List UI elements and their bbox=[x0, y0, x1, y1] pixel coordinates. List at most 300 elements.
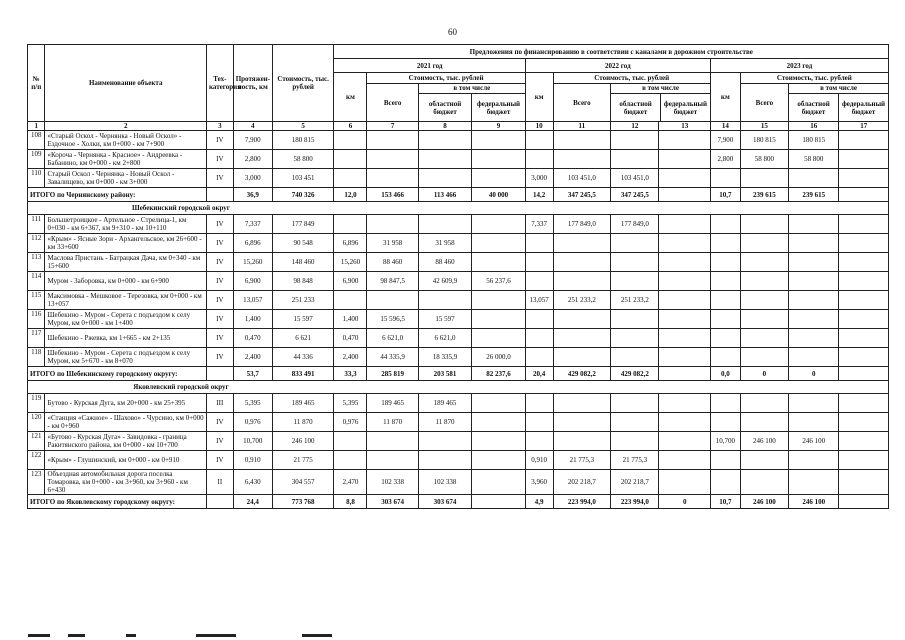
header-category: Тех-категория bbox=[206, 45, 233, 122]
table-row bbox=[28, 470, 889, 495]
total-cell: 223 994,0 bbox=[611, 495, 659, 509]
total-cell: 223 994,0 bbox=[553, 495, 611, 509]
total-cell: 429 082,2 bbox=[553, 367, 611, 381]
row-number: 121 bbox=[28, 432, 45, 451]
table-cell: 0,976 bbox=[233, 413, 272, 432]
object-name: Муром - Заборовка, км 0+000 - км 6+900 bbox=[45, 272, 206, 291]
column-index: 17 bbox=[839, 122, 889, 131]
table-cell: 2,400 bbox=[233, 348, 272, 367]
table-cell bbox=[553, 234, 611, 253]
footer-dashes bbox=[0, 634, 905, 640]
total-row bbox=[28, 495, 889, 509]
table-cell bbox=[710, 253, 740, 272]
table-cell bbox=[525, 150, 553, 169]
header-regional: областной бюджет bbox=[789, 94, 839, 121]
total-cell bbox=[839, 495, 889, 509]
table-cell bbox=[789, 215, 839, 234]
page-number: 60 bbox=[448, 27, 457, 37]
table-cell bbox=[472, 470, 525, 495]
table-cell bbox=[472, 432, 525, 451]
table-cell bbox=[525, 348, 553, 367]
table-row bbox=[28, 310, 889, 329]
table-cell bbox=[659, 310, 710, 329]
total-cell: 246 100 bbox=[740, 495, 788, 509]
header-federal: федеральный бюджет bbox=[841, 99, 886, 116]
table-cell: 98 848 bbox=[272, 272, 334, 291]
table-cell bbox=[472, 413, 525, 432]
table-cell bbox=[367, 131, 418, 150]
total-cell: 10,7 bbox=[710, 495, 740, 509]
total-cell: 285 819 bbox=[367, 367, 418, 381]
column-index: 3 bbox=[206, 122, 233, 131]
table-cell bbox=[839, 310, 889, 329]
total-cell bbox=[206, 188, 233, 202]
row-number: 119 bbox=[28, 394, 45, 413]
column-index: 8 bbox=[418, 122, 471, 131]
table-cell bbox=[525, 272, 553, 291]
row-number: 110 bbox=[28, 169, 45, 188]
table-cell bbox=[611, 348, 659, 367]
header-year-2021: 2021 год bbox=[334, 59, 525, 73]
table-cell bbox=[789, 169, 839, 188]
column-index: 1 bbox=[28, 122, 45, 131]
header-regional: областной бюджет bbox=[419, 94, 472, 121]
column-index: 4 bbox=[233, 122, 272, 131]
table-cell bbox=[611, 432, 659, 451]
table-cell: IV bbox=[206, 215, 233, 234]
table-cell bbox=[472, 291, 525, 310]
table-cell bbox=[611, 413, 659, 432]
table-cell bbox=[472, 394, 525, 413]
table-cell: 180 815 bbox=[272, 131, 334, 150]
total-cell: 40 000 bbox=[472, 188, 525, 202]
table-cell bbox=[789, 348, 839, 367]
header-year-2023: 2023 год bbox=[710, 59, 888, 73]
table-cell bbox=[472, 169, 525, 188]
object-name: Большетроицкое - Артельное - Стрелица-1, км 0+030 - км 6+367, км 9+310 - км 10+110 bbox=[45, 215, 206, 234]
header-cost: Стоимость, тыс. рублей bbox=[272, 45, 334, 122]
table-cell: 103 451,0 bbox=[553, 169, 611, 188]
table-cell: 6,896 bbox=[334, 234, 367, 253]
table-cell: 177 849,0 bbox=[611, 215, 659, 234]
table-cell bbox=[418, 131, 471, 150]
table-cell: 251 233,2 bbox=[611, 291, 659, 310]
object-name: Шебекино - Муром - Серета с подъездом к селу Муром, км 5+670 - км 8+070 bbox=[45, 348, 206, 367]
table-row bbox=[28, 291, 889, 310]
column-index: 14 bbox=[710, 122, 740, 131]
row-number: 114 bbox=[28, 272, 45, 291]
table-cell: 21 775 bbox=[272, 451, 334, 470]
table-cell bbox=[525, 253, 553, 272]
total-cell: 0 bbox=[659, 495, 710, 509]
table-cell: 102 338 bbox=[367, 470, 418, 495]
table-cell bbox=[789, 253, 839, 272]
table-cell: 189 465 bbox=[418, 394, 471, 413]
column-index: 5 bbox=[272, 122, 334, 131]
table-cell: 15,260 bbox=[334, 253, 367, 272]
table-cell bbox=[659, 272, 710, 291]
table-cell: 6 621,0 bbox=[418, 329, 471, 348]
table-cell: 0,910 bbox=[233, 451, 272, 470]
total-cell: 239 615 bbox=[789, 188, 839, 202]
table-cell bbox=[334, 215, 367, 234]
table-cell bbox=[740, 413, 788, 432]
table-cell: 103 451,0 bbox=[611, 169, 659, 188]
table-cell bbox=[553, 432, 611, 451]
total-cell: 0,0 bbox=[710, 367, 740, 381]
table-cell bbox=[839, 215, 889, 234]
table-cell bbox=[789, 413, 839, 432]
header-cost-2022: Стоимость, тыс. рублей bbox=[553, 73, 710, 84]
table-cell: 177 849 bbox=[272, 215, 334, 234]
table-row bbox=[28, 215, 889, 234]
header-num: № п/п bbox=[28, 45, 45, 122]
table-cell bbox=[553, 272, 611, 291]
table-cell bbox=[367, 150, 418, 169]
table-cell bbox=[525, 413, 553, 432]
table-cell: IV bbox=[206, 451, 233, 470]
table-cell: 246 100 bbox=[789, 432, 839, 451]
table-cell bbox=[740, 348, 788, 367]
table-cell bbox=[659, 394, 710, 413]
table-cell bbox=[472, 310, 525, 329]
header-regional: областной бюджет bbox=[611, 94, 661, 121]
table-cell: 6 621 bbox=[272, 329, 334, 348]
table-cell: 5,395 bbox=[334, 394, 367, 413]
table-cell bbox=[367, 432, 418, 451]
table-cell bbox=[789, 329, 839, 348]
table-cell bbox=[553, 394, 611, 413]
table-cell bbox=[710, 310, 740, 329]
table-cell bbox=[525, 234, 553, 253]
object-name: Бутово - Курская Дуга, км 20+000 - км 25+395 bbox=[45, 394, 206, 413]
table-cell bbox=[472, 329, 525, 348]
total-cell bbox=[659, 367, 710, 381]
table-cell bbox=[839, 131, 889, 150]
table-cell: 103 451 bbox=[272, 169, 334, 188]
table-cell bbox=[472, 215, 525, 234]
table-cell bbox=[710, 413, 740, 432]
header-total-2: Всего bbox=[740, 84, 788, 122]
object-name: Старый Оскол - Чернянка - Новый Оскол - Завалищево, км 0+000 - км 3+000 bbox=[45, 169, 206, 188]
table-cell: 31 958 bbox=[367, 234, 418, 253]
table-cell bbox=[789, 272, 839, 291]
total-cell bbox=[206, 367, 233, 381]
object-name: Шебекино - Ржевка, км 1+665 - км 2+135 bbox=[45, 329, 206, 348]
table-cell bbox=[418, 150, 471, 169]
table-cell bbox=[553, 413, 611, 432]
header-length: Протяжен-ность, км bbox=[233, 45, 272, 122]
table-cell bbox=[659, 291, 710, 310]
total-cell: 773 768 bbox=[272, 495, 334, 509]
table-cell: 11 870 bbox=[367, 413, 418, 432]
row-number: 108 bbox=[28, 131, 45, 150]
table-cell bbox=[710, 348, 740, 367]
object-name: «Станция «Сажное» - Шахово» - Чурсино, км 0+000 - км 0+960 bbox=[45, 413, 206, 432]
table-cell: IV bbox=[206, 253, 233, 272]
header-total-0: Всего bbox=[367, 84, 418, 122]
table-cell: IV bbox=[206, 432, 233, 451]
table-cell bbox=[611, 329, 659, 348]
table-cell bbox=[839, 234, 889, 253]
total-row bbox=[28, 367, 889, 381]
table-cell bbox=[334, 291, 367, 310]
section-blank bbox=[334, 202, 889, 215]
table-cell: IV bbox=[206, 291, 233, 310]
row-number: 111 bbox=[28, 215, 45, 234]
table-cell: 56 237,6 bbox=[472, 272, 525, 291]
table-cell: 6,896 bbox=[233, 234, 272, 253]
table-cell bbox=[659, 329, 710, 348]
table-row bbox=[28, 348, 889, 367]
section-row bbox=[28, 202, 889, 215]
table-cell: 88 460 bbox=[418, 253, 471, 272]
total-cell: 303 674 bbox=[367, 495, 418, 509]
table-cell bbox=[839, 272, 889, 291]
row-number: 116 bbox=[28, 310, 45, 329]
table-cell bbox=[367, 451, 418, 470]
table-cell bbox=[418, 291, 471, 310]
total-cell: 203 581 bbox=[418, 367, 471, 381]
table-cell: 2,400 bbox=[334, 348, 367, 367]
total-cell: 347 245,5 bbox=[611, 188, 659, 202]
table-cell bbox=[659, 169, 710, 188]
table-cell: 7,337 bbox=[233, 215, 272, 234]
header-total-1: Всего bbox=[553, 84, 611, 122]
table-cell bbox=[659, 131, 710, 150]
row-number: 120 bbox=[28, 413, 45, 432]
table-cell: 11 870 bbox=[418, 413, 471, 432]
table-cell: IV bbox=[206, 131, 233, 150]
column-index: 9 bbox=[472, 122, 525, 131]
table-cell: 58 800 bbox=[789, 150, 839, 169]
table-cell bbox=[553, 150, 611, 169]
row-number: 109 bbox=[28, 150, 45, 169]
table-cell: 180 815 bbox=[740, 131, 788, 150]
funding-table bbox=[27, 44, 889, 509]
total-cell: 24,4 bbox=[233, 495, 272, 509]
table-cell bbox=[740, 451, 788, 470]
table-cell bbox=[553, 253, 611, 272]
table-cell bbox=[740, 310, 788, 329]
table-cell bbox=[659, 348, 710, 367]
table-cell: 7,900 bbox=[233, 131, 272, 150]
table-cell: II bbox=[206, 470, 233, 495]
header-year-2022: 2022 год bbox=[525, 59, 710, 73]
column-index: 7 bbox=[367, 122, 418, 131]
table-cell: 3,000 bbox=[233, 169, 272, 188]
total-cell: 12,0 bbox=[334, 188, 367, 202]
table-cell bbox=[472, 253, 525, 272]
table-cell bbox=[740, 169, 788, 188]
table-cell bbox=[472, 131, 525, 150]
object-name: «Старый Оскол - Чернянка - Новый Оскол» - Ездочное - Холки, км 0+000 - км 7+900 bbox=[45, 131, 206, 150]
object-name: «Крым» - Глушинский, км 0+000 - км 0+910 bbox=[45, 451, 206, 470]
table-cell: 304 557 bbox=[272, 470, 334, 495]
table-cell bbox=[789, 451, 839, 470]
table-cell bbox=[710, 291, 740, 310]
object-name: Шебекино - Муром - Серета с подъездом к селу Муром, км 0+000 - км 1+400 bbox=[45, 310, 206, 329]
total-cell: 4,9 bbox=[525, 495, 553, 509]
table-cell: 1,400 bbox=[233, 310, 272, 329]
total-cell bbox=[839, 188, 889, 202]
table-cell bbox=[553, 131, 611, 150]
table-cell: 7,337 bbox=[525, 215, 553, 234]
table-cell: IV bbox=[206, 272, 233, 291]
column-index: 10 bbox=[525, 122, 553, 131]
table-cell bbox=[553, 310, 611, 329]
total-label: ИТОГО по Яковлевскому городскому округу: bbox=[28, 495, 207, 509]
table-cell: 13,057 bbox=[233, 291, 272, 310]
table-cell bbox=[740, 272, 788, 291]
table-row bbox=[28, 234, 889, 253]
table-cell bbox=[334, 131, 367, 150]
table-row bbox=[28, 272, 889, 291]
table-cell bbox=[611, 272, 659, 291]
section-row bbox=[28, 381, 889, 394]
total-cell: 10,7 bbox=[710, 188, 740, 202]
table-cell: 11 870 bbox=[272, 413, 334, 432]
row-number: 118 bbox=[28, 348, 45, 367]
table-cell: 2,470 bbox=[334, 470, 367, 495]
table-cell: 7,900 bbox=[710, 131, 740, 150]
table-cell: 0,976 bbox=[334, 413, 367, 432]
total-cell: 740 326 bbox=[272, 188, 334, 202]
table-cell bbox=[710, 169, 740, 188]
total-cell: 33,3 bbox=[334, 367, 367, 381]
row-number: 115 bbox=[28, 291, 45, 310]
table-cell bbox=[710, 272, 740, 291]
table-cell bbox=[789, 470, 839, 495]
table-cell: 13,057 bbox=[525, 291, 553, 310]
table-cell bbox=[789, 310, 839, 329]
table-cell: 58 800 bbox=[740, 150, 788, 169]
table-cell: IV bbox=[206, 234, 233, 253]
table-cell bbox=[740, 291, 788, 310]
table-cell bbox=[553, 329, 611, 348]
table-cell bbox=[740, 215, 788, 234]
table-cell bbox=[611, 253, 659, 272]
header-incl-block-2 bbox=[789, 84, 889, 122]
table-cell bbox=[740, 253, 788, 272]
table-cell: IV bbox=[206, 310, 233, 329]
total-label: ИТОГО по Чернянскому району: bbox=[28, 188, 207, 202]
column-index: 11 bbox=[553, 122, 611, 131]
table-cell bbox=[472, 234, 525, 253]
row-number: 113 bbox=[28, 253, 45, 272]
total-cell: 833 491 bbox=[272, 367, 334, 381]
table-cell bbox=[525, 432, 553, 451]
table-cell: 15 597 bbox=[272, 310, 334, 329]
total-cell: 82 237,6 bbox=[472, 367, 525, 381]
section-title: Яковлевский городской округ bbox=[28, 381, 334, 394]
table-cell bbox=[659, 432, 710, 451]
table-cell bbox=[611, 234, 659, 253]
table-cell bbox=[367, 215, 418, 234]
table-cell bbox=[418, 215, 471, 234]
table-cell bbox=[472, 451, 525, 470]
table-cell bbox=[418, 432, 471, 451]
table-cell bbox=[839, 413, 889, 432]
table-cell bbox=[710, 451, 740, 470]
table-cell bbox=[710, 470, 740, 495]
table-cell: III bbox=[206, 394, 233, 413]
table-cell: 90 548 bbox=[272, 234, 334, 253]
table-cell: 0,910 bbox=[525, 451, 553, 470]
total-cell bbox=[206, 495, 233, 509]
table-cell bbox=[839, 329, 889, 348]
table-cell: 21 775,3 bbox=[553, 451, 611, 470]
table-cell: 180 815 bbox=[789, 131, 839, 150]
object-name: Маслова Пристань - Батрацкая Дача, км 0+340 - км 15+600 bbox=[45, 253, 206, 272]
table-cell bbox=[611, 150, 659, 169]
table-cell: 15 596,5 bbox=[367, 310, 418, 329]
table-cell bbox=[525, 131, 553, 150]
object-name: Максимовка - Мешковое - Терезовка, км 0+000 - км 13+057 bbox=[45, 291, 206, 310]
header-funding-title: Предложения по финансированию в соответствии с каналами в дорожном строительстве bbox=[334, 45, 889, 59]
table-cell bbox=[659, 150, 710, 169]
table-row bbox=[28, 432, 889, 451]
object-name: Объездная автомобильная дорога поселка Томаровка, км 0+000 - км 3+960, км 3+960 - км 6+430 bbox=[45, 470, 206, 495]
table-cell bbox=[789, 291, 839, 310]
header-km-2022: км bbox=[525, 73, 553, 122]
total-cell: 347 245,5 bbox=[553, 188, 611, 202]
table-cell: 42 609,9 bbox=[418, 272, 471, 291]
total-cell: 239 615 bbox=[740, 188, 788, 202]
table-cell: 6,900 bbox=[334, 272, 367, 291]
table-cell: 98 847,5 bbox=[367, 272, 418, 291]
total-cell: 0 bbox=[740, 367, 788, 381]
object-name: «Короча - Чернянка - Красное» - Андреевка - Бабанино, км 0+000 - км 2+800 bbox=[45, 150, 206, 169]
table-cell bbox=[611, 310, 659, 329]
table-cell: IV bbox=[206, 169, 233, 188]
table-row bbox=[28, 329, 889, 348]
table-cell bbox=[740, 394, 788, 413]
total-row bbox=[28, 188, 889, 202]
total-cell: 246 100 bbox=[789, 495, 839, 509]
table-cell bbox=[740, 470, 788, 495]
table-cell bbox=[839, 470, 889, 495]
total-cell: 113 466 bbox=[418, 188, 471, 202]
table-cell bbox=[839, 291, 889, 310]
column-index-row bbox=[28, 122, 889, 131]
table-cell: 3,960 bbox=[525, 470, 553, 495]
table-cell: 3,000 bbox=[525, 169, 553, 188]
table-cell: 44 335,9 bbox=[367, 348, 418, 367]
table-cell bbox=[839, 169, 889, 188]
table-cell: 15 597 bbox=[418, 310, 471, 329]
table-cell bbox=[789, 234, 839, 253]
table-cell: 2,800 bbox=[710, 150, 740, 169]
total-cell bbox=[472, 495, 525, 509]
row-number: 122 bbox=[28, 451, 45, 470]
total-cell bbox=[839, 367, 889, 381]
header-incl-block-0 bbox=[418, 84, 525, 122]
table-cell bbox=[659, 234, 710, 253]
header-incl-block-1 bbox=[611, 84, 711, 122]
table-cell bbox=[839, 150, 889, 169]
table-cell bbox=[789, 394, 839, 413]
table-row bbox=[28, 150, 889, 169]
table-cell: 102 338 bbox=[418, 470, 471, 495]
table-cell: 21 775,3 bbox=[611, 451, 659, 470]
table-row bbox=[28, 394, 889, 413]
column-index: 6 bbox=[334, 122, 367, 131]
table-cell bbox=[334, 150, 367, 169]
table-cell: 2,800 bbox=[233, 150, 272, 169]
table-cell: 202 218,7 bbox=[611, 470, 659, 495]
column-index: 13 bbox=[659, 122, 710, 131]
